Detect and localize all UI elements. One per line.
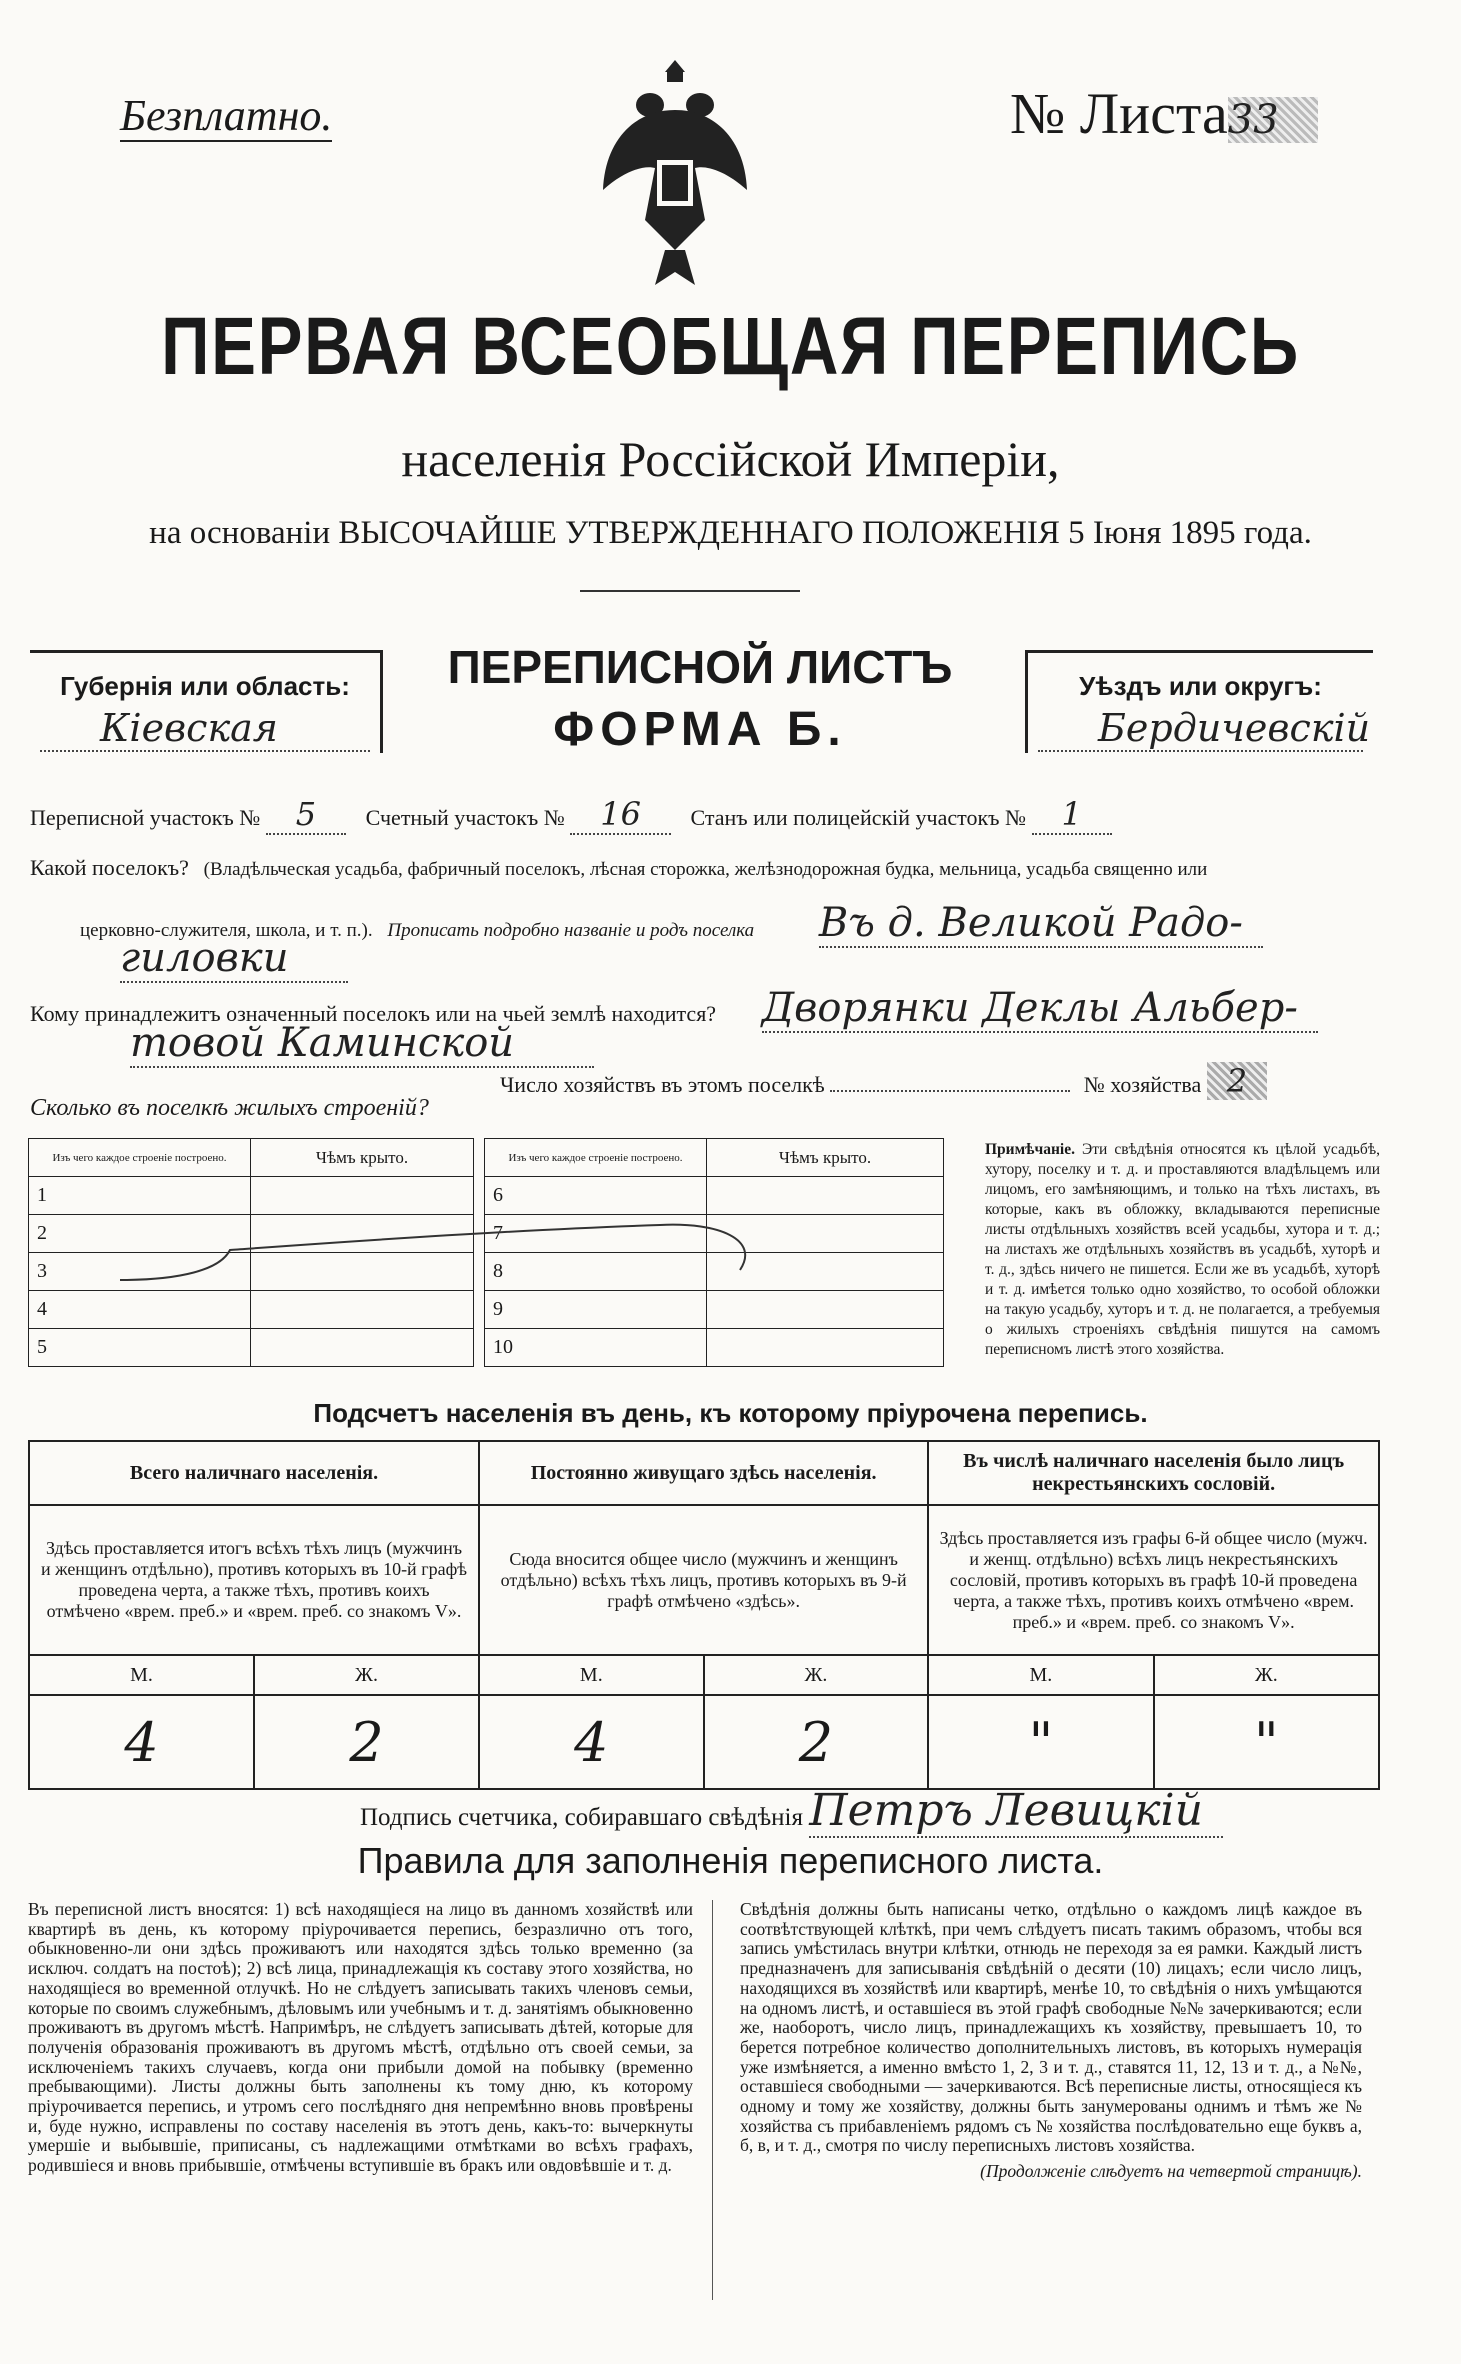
owner-line: Кому принадлежитъ означенный поселокъ или на чьей землѣ находится? Дворянки Деклы Альбер- xyxy=(30,985,1318,1031)
non-peasant-header: Въ числѣ наличнаго населенія было лицъ некрестьянскихъ сословій. xyxy=(928,1441,1379,1505)
settlement-hint-line: церковно-служителя, школа, и т. п.). Прописать подробно названіе и родъ поселка Въ д. Великой Радо- xyxy=(80,900,1263,946)
population-count-title: Подсчетъ населенія въ день, къ которому пріурочена перепись. xyxy=(313,1398,1148,1428)
resident-population-header: Постоянно живущаго здѣсь населенія. xyxy=(479,1441,928,1505)
non-peasant-male-value: " xyxy=(928,1695,1153,1789)
continued-note: (Продолженіе слѣдуетъ на четвертой страницѣ). xyxy=(980,2161,1362,2182)
census-subtitle: населенія Россійской Имперіи, xyxy=(401,431,1060,487)
owner-value-1: Дворянки Деклы Альбер- xyxy=(762,985,1318,1033)
rules-right-text: Свѣдѣнія должны быть написаны четко, отдѣльно о каждомъ лицѣ каждое въ соотвѣтствующей клѣткѣ, при чемъ слѣдуетъ писать такимъ образомъ, чтобы вся запись умѣстилась внутри клѣтки, отнюдь не переходя за ея рамки. Каждый листъ предназначенъ для записыванія свѣдѣній о десяти (10) лицахъ; если число лицъ, находящихся въ хозяйствѣ или квартирѣ, менѣе 10, то свѣдѣнія о нихъ умѣщаются на одномъ листѣ, и оставшіеся въ этой графѣ свободные №№ зачеркиваются; если же, наоборотъ, число лицъ, принадлежащихъ къ хозяйству, превышаетъ 10, то берется потребное количество дополнительныхъ листовъ, въ которыхъ нумерація уже измѣняется, а именно вмѣсто 1, 2, 3 и т. д., ставятся 11, 12, 13 и т. д., а №№, оставшіеся свободными — зачеркиваются. Всѣ переписные листы, относящіеся къ одному и тому же хозяйству, должны быть занумерованы однимъ и тѣмъ же № хозяйства съ прибавленіемъ рядомъ съ № хозяйства послѣдовательно еще буквъ а, б, в, и т. д., смотря по числу переписныхъ листовъ хозяйства. xyxy=(740,1899,1362,2156)
owner-value-2-line xyxy=(130,1020,594,1066)
resident-population-desc: Сюда вносится общее число (мужчинъ и женщинъ отдѣльно) всѣхъ тѣхъ лицъ, противъ которыхъ въ 9-й графѣ отмѣчено «здѣсь». xyxy=(479,1505,928,1655)
female-header: Ж. xyxy=(254,1655,479,1695)
stan-value: 1 xyxy=(1032,795,1112,835)
double-headed-eagle-icon xyxy=(595,50,755,290)
table-row: 6 xyxy=(485,1177,707,1215)
table-row: 1 xyxy=(29,1177,251,1215)
sheet-number-value: 33 xyxy=(1228,97,1318,143)
cross-out-stroke xyxy=(100,1210,800,1300)
resident-female-value: 2 xyxy=(704,1695,929,1789)
household-number-value: 2 xyxy=(1207,1062,1267,1100)
form-subtitle: ФОРМА Б. xyxy=(553,703,847,756)
population-table xyxy=(28,1440,1380,1790)
settlement-value-1: Въ д. Великой Радо- xyxy=(819,900,1263,948)
female-header: Ж. xyxy=(704,1655,929,1695)
non-peasant-desc: Здѣсь проставляется изъ графы 6-й общее число (мужч. и женщ. отдѣльно) всѣхъ лицъ некрестьянскихъ сословій, противъ которыхъ въ графѣ 10-й проведена черта, а также тѣхъ, противъ коихъ отмѣчено «врем. преб.» и «врем. преб. со знакомъ V». xyxy=(928,1505,1379,1655)
district-value: Бердичевскій xyxy=(1038,706,1363,752)
male-header: М. xyxy=(29,1655,254,1695)
present-population-header: Всего наличнаго населенія. xyxy=(29,1441,479,1505)
note xyxy=(985,1140,1380,1360)
enumerator-signature: Подпись счетчика, собиравшаго свѣдѣнія Петръ Левицкій xyxy=(360,1785,1223,1836)
census-title: ПЕРВАЯ ВСЕОБЩАЯ ПЕРЕПИСЬ xyxy=(161,301,1300,392)
col-material: Изъ чего каждое строеніе построено. xyxy=(485,1139,707,1177)
note-label: Примѣчаніе. xyxy=(985,1141,1075,1158)
buildings-question: Сколько въ поселкѣ жилыхъ строеній? xyxy=(30,1095,429,1121)
province-box xyxy=(30,650,383,753)
table-row: 5 xyxy=(29,1329,251,1367)
present-population-desc: Здѣсь проставляется итогъ всѣхъ тѣхъ лицъ (мужчинъ и женщинъ отдѣльно), противъ которыхъ въ 10-й графѣ проведена черта, а также тѣхъ, противъ коихъ отмѣчено «врем. преб.» и «врем. преб. со знакомъ V». xyxy=(29,1505,479,1655)
male-header: М. xyxy=(479,1655,704,1695)
counting-section-value: 16 xyxy=(570,795,671,835)
sections-line: Переписной участокъ № 5 Счетный участокъ № 16 Станъ или полицейскій участокъ № 1 xyxy=(30,795,1112,833)
table-row: 2 xyxy=(29,1215,251,1253)
col-material: Изъ чего каждое строеніе построено. xyxy=(29,1139,251,1177)
province-label: Губернія или область: xyxy=(60,671,350,701)
column-divider xyxy=(712,1900,713,2300)
settlement-value-2-line xyxy=(120,935,348,981)
table-row: 3 xyxy=(29,1253,251,1291)
rules-right-column xyxy=(740,1900,1362,2182)
form-title: ПЕРЕПИСНОЙ ЛИСТЪ xyxy=(447,641,953,693)
district-label: Уѣздъ или округъ: xyxy=(1079,671,1322,701)
present-male-value: 4 xyxy=(29,1695,254,1789)
table-row: 7 xyxy=(485,1215,707,1253)
rules-title: Правила для заполненія переписного листа. xyxy=(357,1840,1104,1881)
table-row: 8 xyxy=(485,1253,707,1291)
table-row: 4 xyxy=(29,1291,251,1329)
divider xyxy=(580,590,800,592)
settlement-value-2: гиловки xyxy=(120,935,348,983)
sheet-number: № Листа33 xyxy=(1010,80,1318,147)
census-section-value: 5 xyxy=(266,795,346,835)
table-row: 10 xyxy=(485,1329,707,1367)
free-of-charge-label: Безплатно. xyxy=(120,91,333,140)
present-female-value: 2 xyxy=(254,1695,479,1789)
col-roof: Чѣмъ крыто. xyxy=(707,1139,944,1177)
district-box xyxy=(1025,650,1373,753)
settlement-question: Какой поселокъ? (Владѣльческая усадьба, фабричный поселокъ, лѣсная сторожка, желѣзнодорожная будка, мельница, усадьба священно или xyxy=(30,855,1208,880)
table-row: 9 xyxy=(485,1291,707,1329)
male-header: М. xyxy=(928,1655,1153,1695)
legal-basis: на основаніи ВЫСОЧАЙШЕ УТВЕРЖДЕННАГО ПОЛОЖЕНІЯ 5 Іюня 1895 года. xyxy=(149,515,1312,551)
col-roof: Чѣмъ крыто. xyxy=(251,1139,474,1177)
non-peasant-female-value: " xyxy=(1154,1695,1379,1789)
signature-value: Петръ Левицкій xyxy=(809,1785,1223,1838)
province-value: Кіевская xyxy=(40,706,370,752)
note-text: Эти свѣдѣнія относятся къ цѣлой усадьбѣ, хутору, поселку и т. д. и проставляются владѣльцемъ или лицомъ, его замѣняющимъ, и только на тѣхъ листахъ, въ которые, какъ въ обложку, вкладываются переписные листы отдѣльныхъ хозяйствъ всей усадьбы, хутора и т. д.; на листахъ же отдѣльныхъ хозяйствъ въ усадьбѣ, хуторѣ и т. д., здѣсь ничего не пишется. Если же въ усадьбѣ, хуторѣ и т. д. имѣется только одно хозяйство, то особой обложки на такую усадьбу, хуторъ и т. д. не полагается, а требуемыя о жилыхъ строеніяхъ свѣдѣнія пишутся на самомъ переписномъ листѣ этого хозяйства. xyxy=(985,1141,1381,1358)
owner-value-2: товой Каминской xyxy=(130,1020,594,1068)
rules-left-column: Въ переписной листъ вносятся: 1) всѣ находящіеся на лицо въ данномъ хозяйствѣ или квартирѣ въ день, къ которому пріурочивается перепись, безразлично отъ того, обыкновенно-ли они здѣсь проживаютъ или находятся здѣсь только временно (за исключ. солдатъ на постоѣ); 2) всѣ лица, принадлежащія къ составу этого хозяйства, но находящіеся во временной отлучкѣ. Но не слѣдуетъ записывать такихъ членовъ семьи, которые по своимъ служебнымъ, дѣловымъ или учебнымъ и т. д. занятіямъ обыкновенно проживаютъ въ другомъ мѣстѣ. Напримѣръ, не слѣдуетъ записывать дѣтей, которые для полученія образованія проживаютъ въ другомъ мѣстѣ, отдѣльно отъ своей семьи, за исключеніемъ такихъ случаевъ, когда они прибыли домой на побывку (временно пребывающими). Листы должны быть заполнены къ тому дню, къ которому пріурочивается перепись, и утромъ сего послѣдняго дня непремѣнно вновь провѣрены и, буде нужно, исправлены по составу населенія въ этотъ день, какъ-то: вычеркнуты умершіе и выбывшіе, приписаны, съ надлежащими отмѣтками во всѣхъ графахъ, родившіеся и вновь прибывшіе, отмѣчены вступившіе въ бракъ или овдовѣвшіе и т. д. xyxy=(28,1899,693,2176)
resident-male-value: 4 xyxy=(479,1695,704,1789)
households-line: Число хозяйствъ въ этомъ поселкѣ № хозяйства 2 xyxy=(500,1062,1267,1100)
female-header: Ж. xyxy=(1154,1655,1379,1695)
